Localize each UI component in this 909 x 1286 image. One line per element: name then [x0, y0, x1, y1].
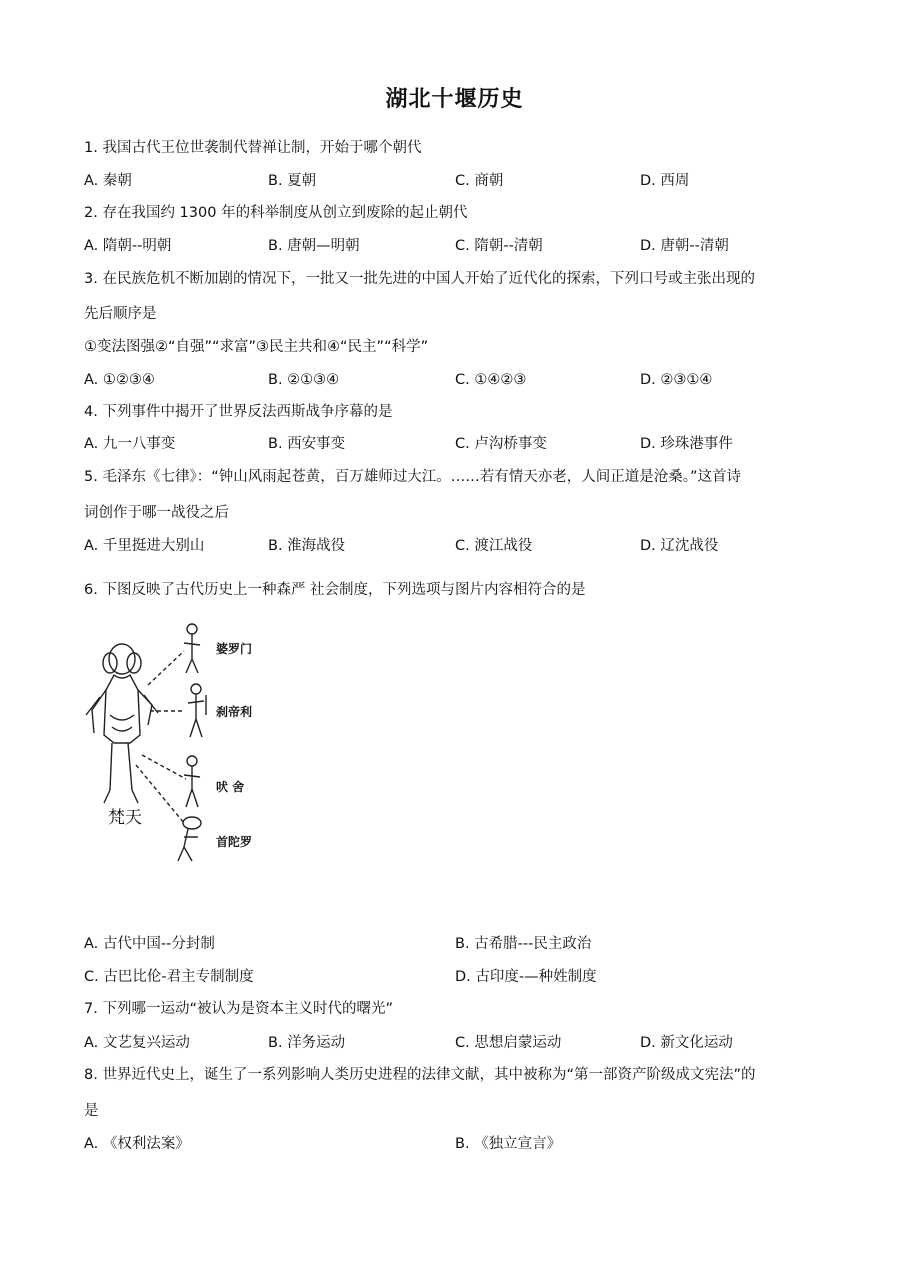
- brahma-body: [104, 675, 140, 743]
- q4-option-b: B. 西安事变: [268, 436, 346, 452]
- q4-option-c: C. 卢沟桥事变: [455, 436, 547, 452]
- q6-option-d: D. 古印度-—种姓制度: [455, 969, 597, 985]
- q6-option-c: C. 古巴比伦-君主专制制度: [84, 969, 254, 985]
- q6-option-b: B. 古希腊---民主政治: [455, 936, 592, 952]
- question-5-stem-line-2: 词创作于哪一战役之后: [84, 505, 229, 521]
- question-5-stem-line-1: 5. 毛泽东《七律》：“钟山风雨起苍黄，百万雄师过大江。……若有情天亦老，人间正道是沧桑。”这首诗: [84, 469, 741, 485]
- q5-option-d: D. 辽沈战役: [640, 538, 719, 554]
- caste-label-brahmin: 婆罗门: [216, 642, 253, 656]
- q2-option-b: B. 唐朝—明朝: [268, 238, 360, 254]
- q1-option-c: C. 商朝: [455, 173, 504, 189]
- q3-option-c: C. ①④②③: [455, 372, 527, 388]
- question-3-stem-line-3: ①变法图强②“自强”“求富”③民主共和④“民主”“科学”: [84, 339, 429, 355]
- q4-option-a: A. 九一八事变: [84, 436, 176, 452]
- question-1-stem: 1. 我国古代王位世袭制代替禅让制，开始于哪个朝代: [84, 140, 422, 156]
- q7-option-c: C. 思想启蒙运动: [455, 1035, 562, 1051]
- q7-option-a: A. 文艺复兴运动: [84, 1035, 190, 1051]
- question-3-stem-line-1: 3. 在民族危机不断加剧的情况下，一批又一批先进的中国人开始了近代化的探索，下列口号或主张出现的: [84, 271, 755, 287]
- q6-option-a: A. 古代中国--分封制: [84, 936, 215, 952]
- page-title: 湖北十堰历史: [385, 87, 524, 112]
- q1-option-b: B. 夏朝: [268, 173, 317, 189]
- q8-option-b: B. 《独立宣言》: [455, 1136, 562, 1152]
- q2-option-a: A. 隋朝--明朝: [84, 238, 172, 254]
- q1-option-a: A. 秦朝: [84, 173, 132, 189]
- question-8-stem-line-2: 是: [84, 1103, 99, 1119]
- question-3-stem-line-2: 先后顺序是: [84, 306, 157, 322]
- q1-option-d: D. 西周: [640, 173, 690, 189]
- q5-option-c: C. 渡江战役: [455, 538, 533, 554]
- caste-label-vaishya: 吠 舍: [216, 780, 245, 794]
- q4-option-d: D. 珍珠港事件: [640, 436, 733, 452]
- question-2-stem: 2. 存在我国约 1300 年的科举制度从创立到废除的起止朝代: [84, 205, 468, 221]
- figure-caption-brahma: 梵天: [108, 808, 142, 828]
- q7-option-b: B. 洋务运动: [268, 1035, 346, 1051]
- q5-option-b: B. 淮海战役: [268, 538, 346, 554]
- question-6-stem: 6. 下图反映了古代历史上一种森严 社会制度，下列选项与图片内容相符合的是: [84, 582, 586, 598]
- q2-option-c: C. 隋朝--清朝: [455, 238, 543, 254]
- brahma-head: [109, 644, 135, 674]
- question-8-stem-line-1: 8. 世界近代史上，诞生了一系列影响人类历史进程的法律文献，其中被称为“第一部资产阶级成文宪法”的: [84, 1067, 756, 1083]
- q3-option-a: A. ①②③④: [84, 372, 155, 388]
- question-4-stem: 4. 下列事件中揭开了世界反法西斯战争序幕的是: [84, 404, 393, 420]
- caste-label-kshatriya: 刹帝利: [216, 705, 253, 719]
- q3-option-b: B. ②①③④: [268, 372, 340, 388]
- q3-option-d: D. ②③①④: [640, 372, 713, 388]
- q8-option-a: A. 《权利法案》: [84, 1136, 190, 1152]
- q2-option-d: D. 唐朝--清朝: [640, 238, 729, 254]
- caste-label-shudra: 首陀罗: [216, 835, 253, 849]
- q5-option-a: A. 千里挺进大别山: [84, 538, 205, 554]
- q7-option-d: D. 新文化运动: [640, 1035, 733, 1051]
- question-7-stem: 7. 下列哪一运动“被认为是资本主义时代的曙光”: [84, 1001, 393, 1017]
